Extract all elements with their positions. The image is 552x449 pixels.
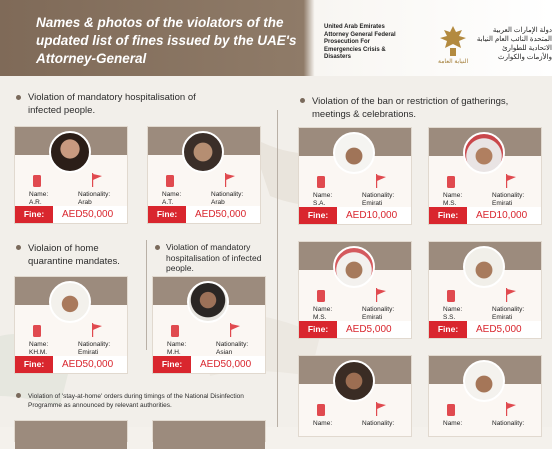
fine-amount: AED10,000 bbox=[346, 210, 398, 221]
fine-amount: AED50,000 bbox=[62, 359, 114, 370]
fine-bar bbox=[153, 356, 265, 373]
violator-card bbox=[428, 241, 542, 339]
violator-nationality: Emirati bbox=[362, 314, 383, 321]
violator-name: M.S. bbox=[313, 314, 327, 321]
left-divider bbox=[146, 240, 147, 350]
section-title-hospitalisation: Violation of mandatory hospitalisation of infected people. bbox=[28, 92, 196, 116]
nationality-label: Nationality: bbox=[362, 306, 395, 313]
nationality-label: Nationality: bbox=[362, 192, 395, 199]
section-dot bbox=[16, 393, 21, 398]
uae-emblem-icon bbox=[438, 24, 468, 58]
section-dot bbox=[16, 95, 21, 100]
violator-photo bbox=[333, 246, 375, 288]
flag-icon bbox=[375, 174, 387, 188]
person-icon bbox=[33, 325, 41, 337]
flag-icon bbox=[91, 173, 103, 187]
fine-label: Fine: bbox=[429, 207, 467, 224]
attorney-general-english-text: United Arab Emirates Attorney General Federal Prosecution For Emergencies Crisis & Disasters bbox=[324, 24, 396, 60]
violator-card bbox=[298, 127, 412, 225]
fine-amount: AED50,000 bbox=[195, 209, 247, 220]
violator-photo bbox=[333, 132, 375, 174]
nationality-label: Nationality: bbox=[362, 420, 395, 427]
violator-photo bbox=[49, 131, 91, 173]
fine-label: Fine: bbox=[299, 321, 337, 338]
section-title-hospitalisation-2: Violation of mandatory hospitalisation of infected people. bbox=[166, 242, 262, 273]
attorney-general-logo-area bbox=[312, 0, 552, 76]
center-divider bbox=[277, 110, 278, 427]
violator-nationality: Emirati bbox=[492, 314, 513, 321]
violator-photo bbox=[49, 281, 91, 323]
name-label: Name: bbox=[313, 192, 333, 199]
violator-nationality: Asian bbox=[216, 349, 233, 356]
nationality-label: Nationality: bbox=[211, 191, 244, 198]
violator-nationality: Emirati bbox=[362, 200, 383, 207]
logo-arabic-text: النيابة العامة bbox=[438, 59, 469, 65]
violator-name: S.A. bbox=[313, 200, 326, 207]
nationality-label: Nationality: bbox=[492, 192, 525, 199]
name-label: Name: bbox=[313, 306, 333, 313]
card-header bbox=[15, 421, 127, 449]
section-dot bbox=[155, 245, 160, 250]
header-banner bbox=[0, 0, 552, 76]
fine-amount: AED5,000 bbox=[476, 324, 522, 335]
name-label: Name: bbox=[443, 306, 463, 313]
violator-card-partial bbox=[152, 420, 266, 442]
violator-card bbox=[428, 127, 542, 225]
person-icon bbox=[447, 290, 455, 302]
nationality-label: Nationality: bbox=[216, 341, 249, 348]
nationality-label: Nationality: bbox=[492, 306, 525, 313]
violator-name: M.S. bbox=[443, 200, 457, 207]
fine-label: Fine: bbox=[15, 356, 53, 373]
violator-card bbox=[14, 126, 128, 224]
violator-name: M.H. bbox=[167, 349, 181, 356]
flag-icon bbox=[375, 402, 387, 416]
violator-card bbox=[147, 126, 261, 224]
violator-card bbox=[14, 276, 128, 374]
section-dot bbox=[16, 245, 21, 250]
fine-amount: AED50,000 bbox=[200, 359, 252, 370]
flag-icon bbox=[505, 288, 517, 302]
name-label: Name: bbox=[29, 191, 49, 198]
violator-photo bbox=[333, 360, 375, 402]
person-icon bbox=[166, 175, 174, 187]
violator-photo bbox=[187, 281, 229, 323]
name-label: Name: bbox=[313, 420, 333, 427]
section-title-home-quarantine: Violaion of home quarantine mandates. bbox=[28, 243, 120, 267]
flag-icon bbox=[505, 402, 517, 416]
fine-label: Fine: bbox=[153, 356, 191, 373]
name-label: Name: bbox=[167, 341, 187, 348]
person-icon bbox=[317, 290, 325, 302]
fine-label: Fine: bbox=[429, 321, 467, 338]
violator-nationality: Emirati bbox=[492, 200, 513, 207]
person-icon bbox=[171, 325, 179, 337]
fine-amount: AED10,000 bbox=[476, 210, 528, 221]
name-label: Name: bbox=[443, 420, 463, 427]
fine-bar bbox=[299, 207, 411, 224]
violator-photo bbox=[182, 131, 224, 173]
person-icon bbox=[33, 175, 41, 187]
fine-amount: AED50,000 bbox=[62, 209, 114, 220]
fine-label: Fine: bbox=[15, 206, 53, 223]
flag-icon bbox=[91, 323, 103, 337]
person-icon bbox=[447, 176, 455, 188]
flag-icon bbox=[375, 288, 387, 302]
fine-label: Fine: bbox=[299, 207, 337, 224]
violator-card-partial bbox=[14, 420, 128, 442]
violator-photo bbox=[463, 132, 505, 174]
violator-name: A.R. bbox=[29, 199, 42, 206]
violator-nationality: Emirati bbox=[78, 349, 99, 356]
fine-bar bbox=[429, 207, 541, 224]
nationality-label: Nationality: bbox=[492, 420, 525, 427]
section-title-gatherings: Violation of the ban or restriction of gatherings, meetings & celebrations. bbox=[312, 96, 509, 120]
flag-icon bbox=[505, 174, 517, 188]
attorney-general-arabic-text: دولة الإمارات العربية المتحدة النائب العام النيابة الاتحادية للطوارئ والأزمات والكوارث bbox=[476, 27, 552, 61]
fine-bar bbox=[429, 321, 541, 338]
violator-name: S.S. bbox=[443, 314, 456, 321]
nationality-label: Nationality: bbox=[78, 191, 111, 198]
person-icon bbox=[317, 404, 325, 416]
fine-amount: AED5,000 bbox=[346, 324, 392, 335]
fine-bar bbox=[15, 356, 127, 373]
section-dot bbox=[300, 98, 305, 103]
violator-nationality: Arab bbox=[211, 199, 225, 206]
violator-photo bbox=[463, 246, 505, 288]
violator-card bbox=[298, 241, 412, 339]
card-header bbox=[153, 421, 265, 449]
violator-nationality: Arab bbox=[78, 199, 92, 206]
violator-card bbox=[298, 355, 412, 437]
fine-label: Fine: bbox=[148, 206, 186, 223]
nationality-label: Nationality: bbox=[78, 341, 111, 348]
flag-icon bbox=[229, 323, 241, 337]
violator-photo bbox=[463, 360, 505, 402]
name-label: Name: bbox=[162, 191, 182, 198]
person-icon bbox=[447, 404, 455, 416]
name-label: Name: bbox=[443, 192, 463, 199]
flag-icon bbox=[224, 173, 236, 187]
violator-name: A.T. bbox=[162, 199, 174, 206]
violator-name: KH.M. bbox=[29, 349, 48, 356]
violator-card bbox=[428, 355, 542, 437]
name-label: Name: bbox=[29, 341, 49, 348]
violator-card bbox=[152, 276, 266, 374]
person-icon bbox=[317, 176, 325, 188]
fine-bar bbox=[299, 321, 411, 338]
page-title: Names & photos of the violators of the updated list of fines issued by the UAE's Attorney-General bbox=[36, 15, 297, 66]
section-title-stay-at-home: Violation of 'stay-at-home' orders during timings of the National Disinfection Programme as announced by relevant authorities. bbox=[28, 393, 244, 409]
fine-bar bbox=[148, 206, 260, 223]
fine-bar bbox=[15, 206, 127, 223]
